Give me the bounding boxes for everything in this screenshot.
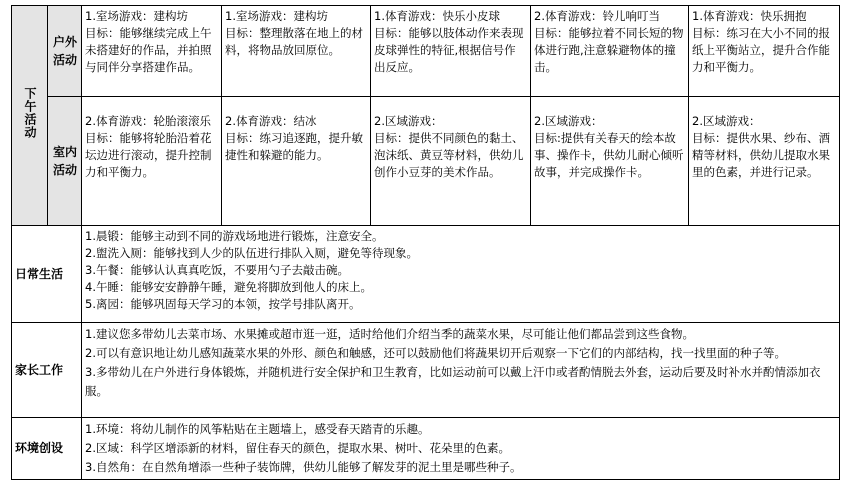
environment-content <box>82 418 840 480</box>
day-3-outdoor-title: 1.体育游戏：快乐小皮球 <box>374 9 500 23</box>
weekly-plan-table <box>11 5 840 480</box>
indoor-activity-label: 室内活动 <box>52 145 77 177</box>
parent-work-header: 家长工作 <box>12 323 82 418</box>
day-4-indoor-cell <box>531 97 689 226</box>
day-5-indoor-goal: 目标：提供水果、纱布、酒精等材料，供幼儿提取水果里的色素，并进行记录。 <box>692 131 830 179</box>
indoor-activity-header <box>48 97 82 226</box>
day-3-outdoor-cell <box>371 6 531 97</box>
parent-work-item: 3.多带幼儿在户外进行身体锻炼，并随机进行安全保护和卫生教育，比如运动前可以戴上汗巾或者酌情脱去外套，运动后要及时补水并酌情添加衣服。 <box>85 365 821 398</box>
day-2-indoor-title: 2.体育游戏：结冰 <box>225 114 317 128</box>
weekly-plan-table-wrapper <box>11 5 840 480</box>
day-3-outdoor-goal: 目标：能够以肢体动作来表现皮球弹性的特征,根据信号作出反应。 <box>374 26 524 74</box>
day-3-indoor-title: 2.区域游戏： <box>374 114 443 128</box>
day-5-indoor-title: 2.区域游戏： <box>692 114 761 128</box>
day-2-indoor-goal: 目标：练习追逐跑，提升敏捷性和躲避的能力。 <box>225 131 363 162</box>
day-1-indoor-cell <box>82 97 222 226</box>
afternoon-outdoor-row <box>12 6 840 97</box>
day-2-outdoor-title: 1.室场游戏：建构坊 <box>225 9 328 23</box>
parent-work-item: 1.建议您多带幼儿去菜市场、水果摊或超市逛一逛，适时给他们介绍当季的蔬菜水果，尽可能让他们都品尝到这些食物。 <box>85 327 694 341</box>
daily-life-item: 3.午餐：能够认认真真吃饭，不要用勺子去敲击碗。 <box>85 263 349 277</box>
afternoon-activity-header <box>12 6 48 226</box>
daily-life-item: 2.盥洗入厕：能够找到人少的队伍进行排队入厕，避免等待现象。 <box>85 246 418 260</box>
daily-life-content <box>82 226 840 323</box>
outdoor-activity-label: 户外活动 <box>52 35 77 67</box>
environment-header: 环境创设 <box>12 418 82 480</box>
parent-work-item: 2.可以有意识地让幼儿感知蔬菜水果的外形、颜色和触感，还可以鼓励他们将蔬果切开后观察一下它们的内部结构，找一找里面的种子等。 <box>85 346 786 360</box>
day-5-outdoor-title: 1.体育游戏：快乐拥抱 <box>692 9 807 23</box>
day-3-indoor-cell <box>371 97 531 226</box>
daily-life-item: 4.午睡：能够安安静静午睡，避免将脚放到他人的床上。 <box>85 280 372 294</box>
daily-life-item: 5.离园：能够巩固每天学习的本领，按学号排队离开。 <box>85 297 361 311</box>
day-2-outdoor-goal: 目标：整理散落在地上的材料，将物品放回原位。 <box>225 26 363 57</box>
daily-life-item: 1.晨锻：能够主动到不同的游戏场地进行锻炼，注意安全。 <box>85 229 384 243</box>
environment-item: 2.区域：科学区增添新的材料，留住春天的颜色，提取水果、树叶、花朵里的色素。 <box>85 441 510 455</box>
outdoor-activity-header <box>48 6 82 97</box>
day-4-outdoor-title: 2.体育游戏：铃儿响叮当 <box>534 9 660 23</box>
parent-work-row <box>12 323 840 418</box>
day-2-outdoor-cell <box>222 6 371 97</box>
day-4-outdoor-goal: 目标：能够拉着不同长短的物体进行跑,注意躲避物体的撞击。 <box>534 26 684 74</box>
day-1-indoor-title: 2.体育游戏：轮胎滚滚乐 <box>85 114 211 128</box>
day-1-outdoor-goal: 目标：能够继续完成上午未搭建好的作品，并拍照与同伴分享搭建作品。 <box>85 26 212 74</box>
day-4-indoor-title: 2.区域游戏： <box>534 114 603 128</box>
environment-item: 1.环境：将幼儿制作的风筝粘贴在主题墙上，感受春天踏青的乐趣。 <box>85 422 430 436</box>
day-1-outdoor-title: 1.室场游戏：建构坊 <box>85 9 188 23</box>
day-5-outdoor-goal: 目标：练习在大小不同的报纸上平衡站立，提升合作能力和平衡力。 <box>692 26 830 74</box>
day-1-outdoor-cell <box>82 6 222 97</box>
day-2-indoor-cell <box>222 97 371 226</box>
parent-work-content <box>82 323 840 418</box>
day-1-indoor-goal: 目标：能够将轮胎沿着花坛边进行滚动，提升控制力和平衡力。 <box>85 131 212 179</box>
day-5-indoor-cell <box>689 97 840 226</box>
daily-life-row <box>12 226 840 323</box>
day-4-outdoor-cell <box>531 6 689 97</box>
afternoon-activity-label: 下午活动 <box>23 87 37 139</box>
environment-row <box>12 418 840 480</box>
day-4-indoor-goal: 目标:提供有关春天的绘本故事、操作卡，供幼儿耐心倾听故事，并完成操作卡。 <box>534 131 684 179</box>
daily-life-header: 日常生活 <box>12 226 82 323</box>
day-3-indoor-goal: 目标：提供不同颜色的黏土、泡沫纸、黄豆等材料，供幼儿创作小豆芽的美术作品。 <box>374 131 524 179</box>
day-5-outdoor-cell <box>689 6 840 97</box>
afternoon-indoor-row <box>12 97 840 226</box>
environment-item: 3.自然角：在自然角增添一些种子装饰牌，供幼儿能够了解发芽的泥土里是哪些种子。 <box>85 460 522 474</box>
